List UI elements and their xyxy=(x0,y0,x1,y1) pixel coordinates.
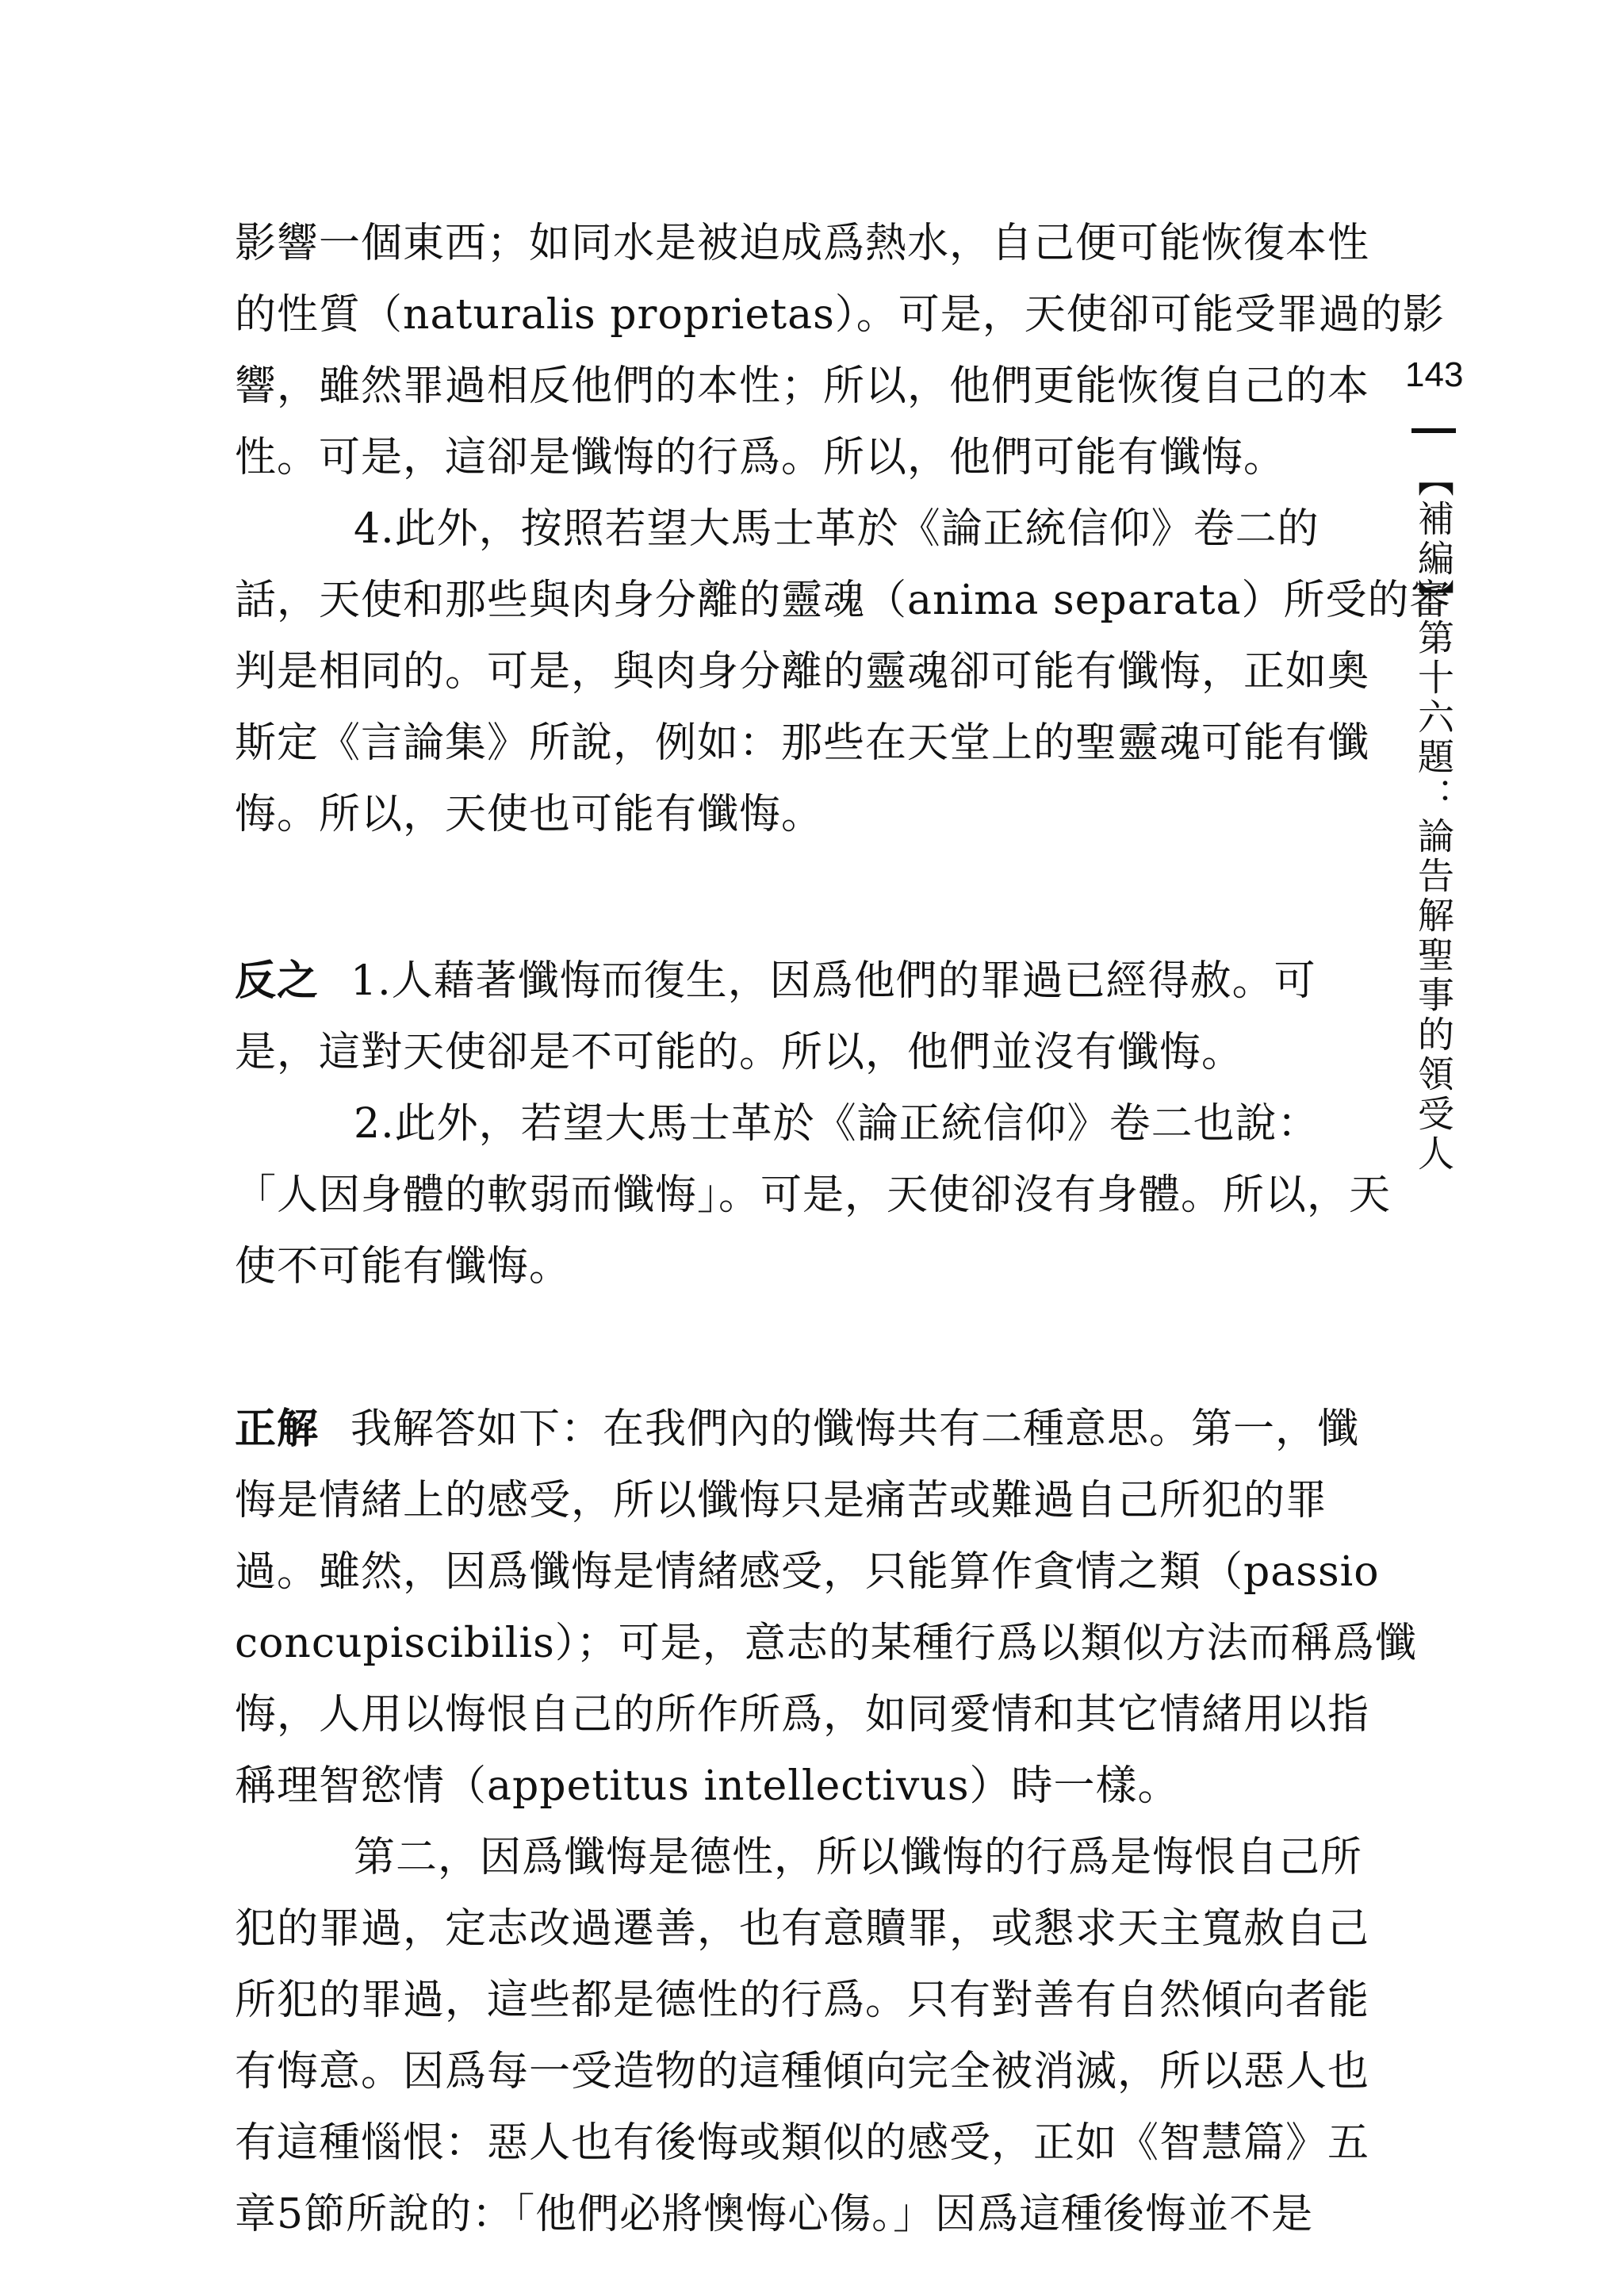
text-line: 性。可是，這卻是懺悔的行爲。所以，他們可能有懺悔。 xyxy=(235,434,1286,481)
paragraph-4 xyxy=(235,1822,1370,2250)
text-line: 第二，因爲懺悔是德性，所以懺悔的行爲是悔恨自己所 xyxy=(354,1834,1363,1881)
answer-first-line: 我解答如下：在我們內的懺悔共有二種意思。第一，懺 xyxy=(350,1405,1360,1453)
text-line: 斯定《言論集》所說，例如：那些在天堂上的聖靈魂可能有懺 xyxy=(235,719,1370,767)
text-line: 章5節所說的：「他們必將懊悔心傷。」因爲這種後悔並不是 xyxy=(235,2191,1314,2238)
paragraph-3 xyxy=(235,1088,1392,1302)
text-line: 過。雖然，因爲懺悔是情緒感受，只能算作貪情之類（passio xyxy=(235,1548,1380,1596)
text-line: 悔是情緒上的感受，所以懺悔只是痛苦或難過自己所犯的罪 xyxy=(235,1477,1328,1524)
text-line: 有這種惱恨：惡人也有後悔或類似的感受，正如《智慧篇》五 xyxy=(235,2119,1370,2167)
text-line: 「人因身體的軟弱而懺悔」。可是，天使卻沒有身體。所以，天 xyxy=(235,1171,1392,1219)
text-line: 悔，人用以悔恨自己的所作所爲，如同愛情和其它情緒用以指 xyxy=(235,1691,1370,1739)
text-line: 悔。所以，天使也可能有懺悔。 xyxy=(235,791,824,838)
section-gap xyxy=(235,850,1361,945)
text-line: 是，這對天使卻是不可能的。所以，他們並沒有懺悔。 xyxy=(235,1029,1244,1076)
text-line: 犯的罪過，定志改過遷善，也有意贖罪，或懇求天主寬赦自己 xyxy=(235,1905,1370,1953)
text-line: 使不可能有懺悔。 xyxy=(235,1243,572,1290)
text-line xyxy=(235,945,1361,1017)
contra-section xyxy=(235,945,1361,1088)
text-line: 判是相同的。可是，與肉身分離的靈魂卻可能有懺悔，正如奧 xyxy=(235,648,1370,696)
text-line: 所犯的罪過，這些都是德性的行爲。只有對善有自然傾向者能 xyxy=(235,1977,1370,2024)
text-line: 4.此外，按照若望大馬士革於《論正統信仰》卷二的 xyxy=(354,505,1320,553)
text-line: 2.此外，若望大馬士革於《論正統信仰》卷二也說： xyxy=(354,1100,1320,1148)
section-gap xyxy=(235,1302,1361,1394)
text-line: 話，天使和那些與肉身分離的靈魂（anima separata）所受的審 xyxy=(235,577,1452,624)
answer-label: 正解 xyxy=(235,1405,320,1453)
text-line: 響，雖然罪過相反他們的本性；所以，他們更能恢復自己的本 xyxy=(235,362,1370,410)
text-line xyxy=(235,1394,1361,1465)
running-head: 【補編】第十六題：論告解聖事的領受人 xyxy=(1412,460,1455,1174)
paragraph-2 xyxy=(235,493,1452,850)
text-line: 的性質（naturalis proprietas）。可是，天使卻可能受罪過的影 xyxy=(235,291,1445,339)
text-line: 影響一個東西；如同水是被迫成爲熱水，自己便可能恢復本性 xyxy=(235,220,1370,267)
header-rule xyxy=(1411,428,1456,433)
text-line: 有悔意。因爲每一受造物的這種傾向完全被消滅，所以惡人也 xyxy=(235,2048,1370,2096)
text-line: 稱理智慾情（appetitus intellectivus）時一樣。 xyxy=(235,1762,1180,1810)
contra-first-line: 1.人藉著懺悔而復生，因爲他們的罪過已經得赦。可 xyxy=(350,957,1316,1005)
contra-label: 反之 xyxy=(235,957,320,1005)
answer-section xyxy=(235,1394,1417,1822)
text-line: concupiscibilis）；可是，意志的某種行爲以類似方法而稱爲懺 xyxy=(235,1620,1417,1667)
page-number: 143 xyxy=(1405,355,1464,394)
